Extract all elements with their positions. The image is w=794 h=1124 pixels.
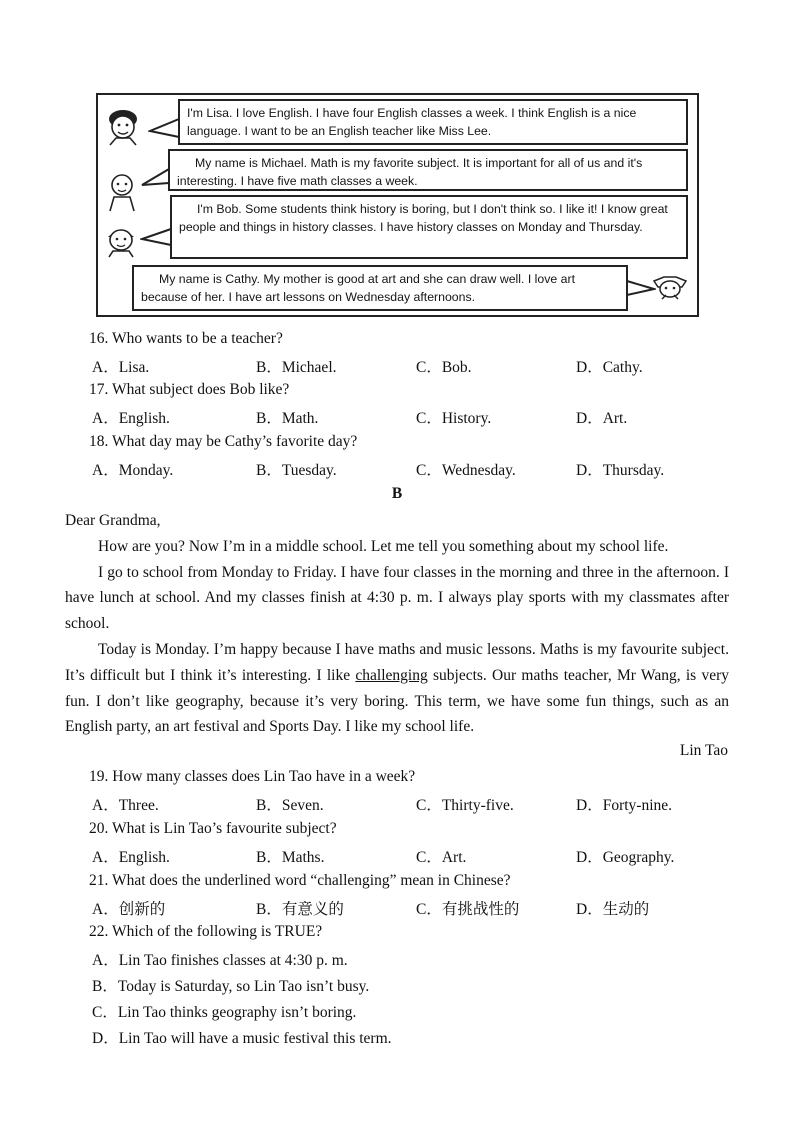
question-21-options <box>92 897 712 917</box>
option-a: A．Lisa. <box>92 359 150 376</box>
bubble-pointer-2 <box>140 163 170 193</box>
lisa-face-icon <box>104 105 142 147</box>
letter-paragraph-2: I go to school from Monday to Friday. I have four classes in the morning and three in the afternoon. I have lunch at school. And my classes finish at 4:30 p. m. I always play sports with my classmates after school. <box>65 563 729 633</box>
paragraph-3-end: subjects. Our maths teacher, Mr Wang, is very fun. I don’t like geography, because it’s very boring. This term, we have some fun things, such as an English party, an art festival and Sports Day. I like my school life. <box>65 666 729 736</box>
question-19: 19. How many classes does Lin Tao have in a week? <box>89 768 416 785</box>
letter-paragraph-3 <box>65 637 729 740</box>
letter-passage <box>65 508 729 740</box>
option-a: A．Monday. <box>92 462 174 479</box>
option-a: A．创新的 <box>92 901 166 918</box>
option-c: C．History. <box>416 410 492 427</box>
question-22: 22. Which of the following is TRUE? <box>89 923 323 940</box>
question-20-options <box>92 845 712 865</box>
option-d: D．Cathy. <box>576 359 643 376</box>
question-22-option-c: C．Lin Tao thinks geography isn’t boring. <box>92 1004 357 1021</box>
question-17-options <box>92 406 712 426</box>
question-17: 17. What subject does Bob like? <box>89 381 290 398</box>
option-d: D．Thursday. <box>576 462 665 479</box>
question-22-option-b: B．Today is Saturday, so Lin Tao isn’t busy. <box>92 978 370 995</box>
option-c: C．Wednesday. <box>416 462 516 479</box>
bubble-pointer-1 <box>148 115 180 145</box>
cathy-text: My name is Cathy. My mother is good at art and she can draw well. I love art because of her. I have art lessons on Wednesday afternoons. <box>141 272 575 304</box>
bob-speech-bubble <box>170 195 688 259</box>
option-b: B．Math. <box>256 410 319 427</box>
option-b: B．Michael. <box>256 359 337 376</box>
cathy-face-icon <box>650 273 690 303</box>
comic-panel <box>96 93 699 317</box>
option-b: B．Seven. <box>256 797 324 814</box>
lisa-text: I'm Lisa. I love English. I have four English classes a week. I think English is a nice language. I want to be an English teacher like Miss Lee. <box>187 106 637 138</box>
letter-signature: Lin Tao <box>679 742 728 759</box>
question-18-options <box>92 458 712 478</box>
option-a: A．English. <box>92 410 170 427</box>
option-d: D．生动的 <box>576 901 650 918</box>
option-b: B．Tuesday. <box>256 462 337 479</box>
option-c: C．有挑战性的 <box>416 901 520 918</box>
option-c: C．Bob. <box>416 359 472 376</box>
option-a: A．English. <box>92 849 170 866</box>
question-16: 16. Who wants to be a teacher? <box>89 330 283 347</box>
option-b: B．Maths. <box>256 849 325 866</box>
bubble-pointer-4 <box>626 277 656 303</box>
bob-face-icon <box>103 223 139 259</box>
question-19-options <box>92 793 712 813</box>
underlined-word: challenging <box>355 666 428 684</box>
option-d: D．Geography. <box>576 849 675 866</box>
option-d: D．Forty-nine. <box>576 797 673 814</box>
question-21: 21. What does the underlined word “challenging” mean in Chinese? <box>89 872 511 889</box>
section-b-heading: B <box>391 485 403 502</box>
option-b: B．有意义的 <box>256 901 344 918</box>
question-22-option-d: D．Lin Tao will have a music festival this term. <box>92 1030 392 1047</box>
question-18: 18. What day may be Cathy’s favorite day? <box>89 433 358 450</box>
option-c: C．Art. <box>416 849 467 866</box>
paragraph-3-start: Today is Monday. I’m happy because I have maths and music lessons. Maths is my favourite subject. It’s difficult but I think it’s interesting. I like <box>65 640 729 684</box>
letter-paragraph-1: How are you? Now I’m in a middle school. Let me tell you something about my school life. <box>98 537 669 555</box>
lisa-speech-bubble <box>178 99 688 145</box>
question-22-option-a: A．Lin Tao finishes classes at 4:30 p. m. <box>92 952 348 969</box>
option-a: A．Three. <box>92 797 159 814</box>
option-c: C．Thirty-five. <box>416 797 514 814</box>
michael-text: My name is Michael. Math is my favorite subject. It is important for all of us and it's interesting. I have five math classes a week. <box>177 156 643 188</box>
michael-speech-bubble <box>168 149 688 191</box>
option-d: D．Art. <box>576 410 628 427</box>
bob-text: I'm Bob. Some students think history is boring, but I don't think so. I like it! I know great people and things in history classes. I have history classes on Monday and Thursday. <box>179 202 668 234</box>
bubble-pointer-3 <box>140 223 172 253</box>
michael-face-icon <box>105 169 139 213</box>
letter-salutation: Dear Grandma, <box>65 512 161 529</box>
question-20: 20. What is Lin Tao’s favourite subject? <box>89 820 337 837</box>
cathy-speech-bubble <box>132 265 628 311</box>
question-16-options <box>92 355 712 375</box>
